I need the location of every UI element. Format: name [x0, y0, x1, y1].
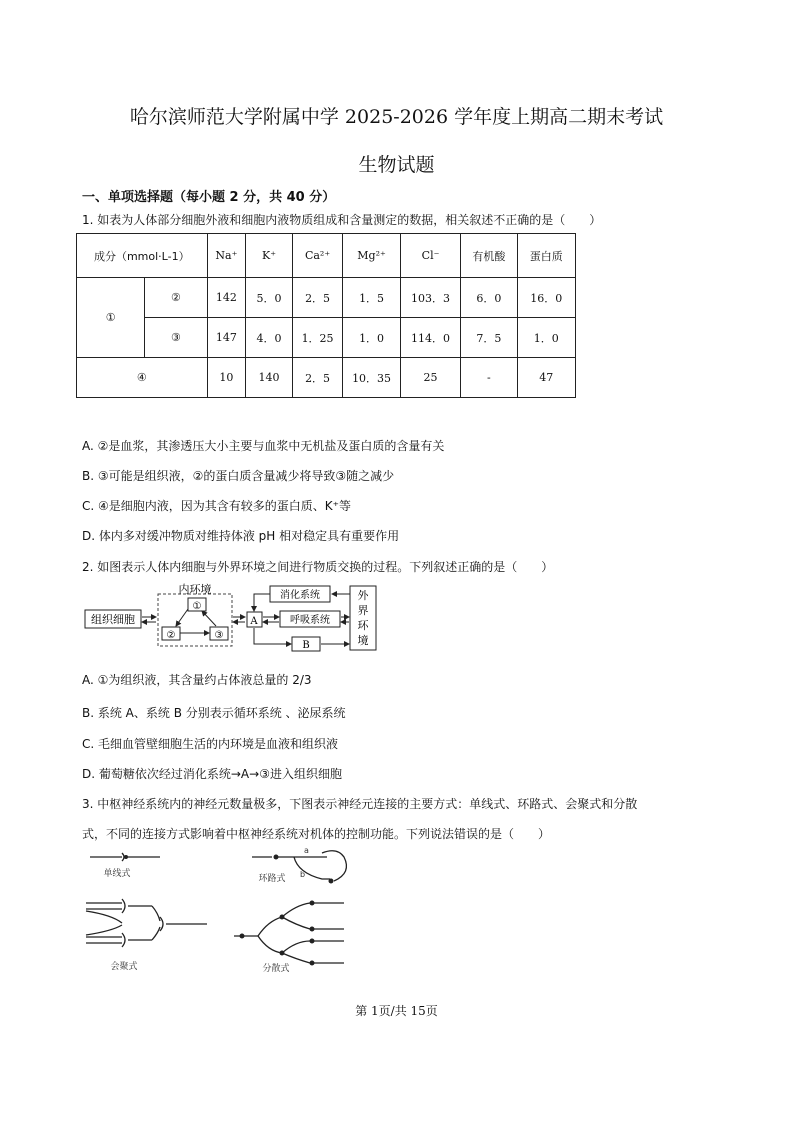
- q2-option-c: C. 毛细血管壁细胞生活的内环境是血液和组织液: [82, 737, 339, 751]
- node-2: ②: [166, 630, 176, 641]
- table-row: [77, 358, 576, 398]
- exam-subtitle: 生物试题: [358, 154, 435, 176]
- outer-env-char: 外: [357, 589, 369, 602]
- cell: 142: [207, 278, 246, 318]
- q1-option-c: C. ④是细胞内液，因为其含有较多的蛋白质、K⁺等: [82, 499, 351, 513]
- row-label: ②: [145, 278, 207, 318]
- label-loop: 环路式: [258, 874, 286, 884]
- q1-table: [76, 233, 576, 398]
- tissue-cell-label: 组织细胞: [91, 613, 135, 626]
- q1-option-d: D. 体内多对缓冲物质对维持体液 pH 相对稳定具有重要作用: [82, 529, 400, 543]
- digestive-label: 消化系统: [280, 590, 320, 601]
- system-a: A: [250, 616, 258, 627]
- cell: -: [461, 358, 517, 398]
- col-cl: Cl⁻: [400, 234, 460, 278]
- exam-title: 哈尔滨师范大学附属中学 2025-2026 学年度上期高二期末考试: [129, 106, 664, 128]
- row-label: ④: [77, 358, 208, 398]
- cell: 10．35: [343, 358, 400, 398]
- outer-env-char: 境: [357, 634, 369, 647]
- outer-env-char: 界: [357, 604, 369, 617]
- node-3: ③: [214, 630, 224, 641]
- row-label: ③: [145, 318, 207, 358]
- col-ca: Ca²⁺: [292, 234, 343, 278]
- outer-env-char: 环: [357, 619, 369, 632]
- q3-neuron-diagram: [82, 843, 357, 978]
- cell: 16．0: [517, 278, 575, 318]
- cell: 103．3: [400, 278, 460, 318]
- group-label: ①: [77, 278, 145, 358]
- label-diverge: 分散式: [262, 964, 290, 974]
- q2-option-b: B. 系统 A、系统 B 分别表示循环系统 、泌尿系统: [82, 706, 346, 720]
- col-organic-acid: 有机酸: [461, 234, 517, 278]
- cell: 147: [207, 318, 246, 358]
- table-header-label: 成分（mmol·L-1）: [77, 234, 208, 278]
- col-mg: Mg²⁺: [343, 234, 400, 278]
- q1-option-b: B. ③可能是组织液，②的蛋白质含量减少将导致③随之减少: [82, 469, 395, 483]
- q2-exchange-diagram: [82, 583, 382, 655]
- respiratory-label: 呼吸系统: [290, 615, 330, 626]
- col-k: K⁺: [246, 234, 293, 278]
- cell: 1．0: [343, 318, 400, 358]
- label-single: 单线式: [103, 869, 131, 879]
- col-protein: 蛋白质: [517, 234, 575, 278]
- page-footer: 第 1页/共 15页: [355, 1004, 438, 1018]
- cell: 2．5: [292, 278, 343, 318]
- cell: 114．0: [400, 318, 460, 358]
- q3-stem-line1: 3. 中枢神经系统内的神经元数量极多，下图表示神经元连接的主要方式：单线式、环路式、会聚式和分散: [82, 797, 638, 811]
- system-b: B: [302, 640, 310, 651]
- q1-option-a: A. ②是血浆，其渗透压大小主要与血浆中无机盐及蛋白质的含量有关: [82, 439, 445, 453]
- cell: 7．5: [461, 318, 517, 358]
- cell: 6．0: [461, 278, 517, 318]
- cell: 5．0: [246, 278, 293, 318]
- section-heading: 一、单项选择题（每小题 2 分，共 40 分）: [82, 190, 336, 205]
- q2-stem: 2. 如图表示人体内细胞与外界环境之间进行物质交换的过程。下列叙述正确的是（ ）: [82, 560, 554, 574]
- table-row: [77, 278, 576, 318]
- col-na: Na⁺: [207, 234, 246, 278]
- cell: 1．0: [517, 318, 575, 358]
- node-1: ①: [192, 601, 202, 612]
- q2-option-a: A. ①为组织液，其含量约占体液总量的 2/3: [82, 673, 312, 687]
- label-converge: 会聚式: [110, 962, 138, 972]
- cell: 10: [207, 358, 246, 398]
- cell: 140: [246, 358, 293, 398]
- cell: 4．0: [246, 318, 293, 358]
- cell: 1．5: [343, 278, 400, 318]
- table-row: [77, 318, 576, 358]
- q3-stem-line2: 式，不同的连接方式影响着中枢神经系统对机体的控制功能。下列说法错误的是（ ）: [82, 827, 551, 841]
- cell: 2．5: [292, 358, 343, 398]
- q2-option-d: D. 葡萄糖依次经过消化系统→A→③进入组织细胞: [82, 767, 342, 781]
- label-loop-b: b: [300, 870, 306, 879]
- cell: 47: [517, 358, 575, 398]
- cell: 25: [400, 358, 460, 398]
- cell: 1．25: [292, 318, 343, 358]
- label-loop-a: a: [304, 846, 309, 855]
- internal-env-label: 内环境: [178, 583, 212, 596]
- q1-stem: 1. 如表为人体部分细胞外液和细胞内液物质组成和含量测定的数据，相关叙述不正确的是（ ）: [82, 213, 602, 227]
